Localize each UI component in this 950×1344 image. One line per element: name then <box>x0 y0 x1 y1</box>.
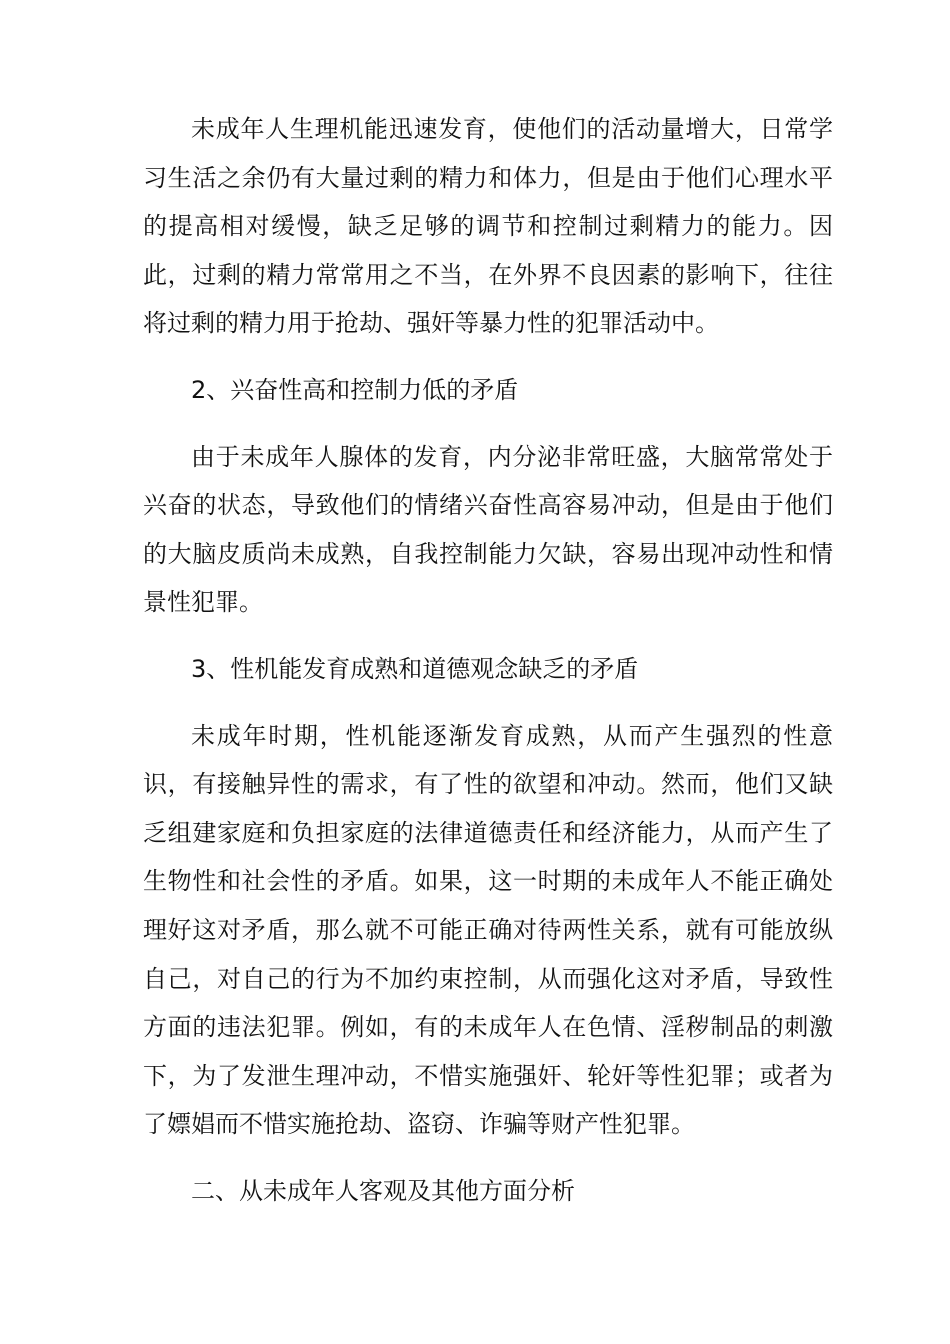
document-body <box>143 105 833 1215</box>
section-heading: 3、性机能发育成熟和道德观念缺乏的矛盾 <box>191 654 639 683</box>
body-paragraph: 由于未成年人腺体的发育，内分泌非常旺盛，大脑常常处于兴奋的状态，导致他们的情绪兴奋性高容易冲动，但是由于他们的大脑皮质尚未成熟，自我控制能力欠缺，容易出现冲动性和情景性犯罪。 <box>143 442 833 617</box>
section-heading: 二、从未成年人客观及其他方面分析 <box>191 1176 575 1205</box>
paragraph-spacer <box>143 348 833 366</box>
paragraph-spacer <box>143 694 833 712</box>
paragraph-spacer <box>143 1149 833 1167</box>
body-paragraph: 未成年时期，性机能逐渐发育成熟，从而产生强烈的性意识，有接触异性的需求，有了性的欲望和冲动。然而，他们又缺乏组建家庭和负担家庭的法律道德责任和经济能力，从而产生了生物性和社会性的矛盾。如果，这一时期的未成年人不能正确处理好这对矛盾，那么就不可能正确对待两性关系，就有可能放纵自己，对自己的行为不加约束控制，从而强化这对矛盾，导致性方面的违法犯罪。例如，有的未成年人在色情、淫秽制品的刺激下，为了发泄生理冲动，不惜实施强奸、轮奸等性犯罪；或者为了嫖娼而不惜实施抢劫、盗窃、诈骗等财产性犯罪。 <box>143 721 833 1139</box>
body-paragraph: 未成年人生理机能迅速发育，使他们的活动量增大，日常学习生活之余仍有大量过剩的精力和体力，但是由于他们心理水平的提高相对缓慢，缺乏足够的调节和控制过剩精力的能力。因此，过剩的精力常常用之不当，在外界不良因素的影响下，往往将过剩的精力用于抢劫、强奸等暴力性的犯罪活动中。 <box>143 115 833 338</box>
section-heading: 2、兴奋性高和控制力低的矛盾 <box>191 375 519 404</box>
paragraph-spacer <box>143 415 833 433</box>
paragraph-spacer <box>143 627 833 645</box>
